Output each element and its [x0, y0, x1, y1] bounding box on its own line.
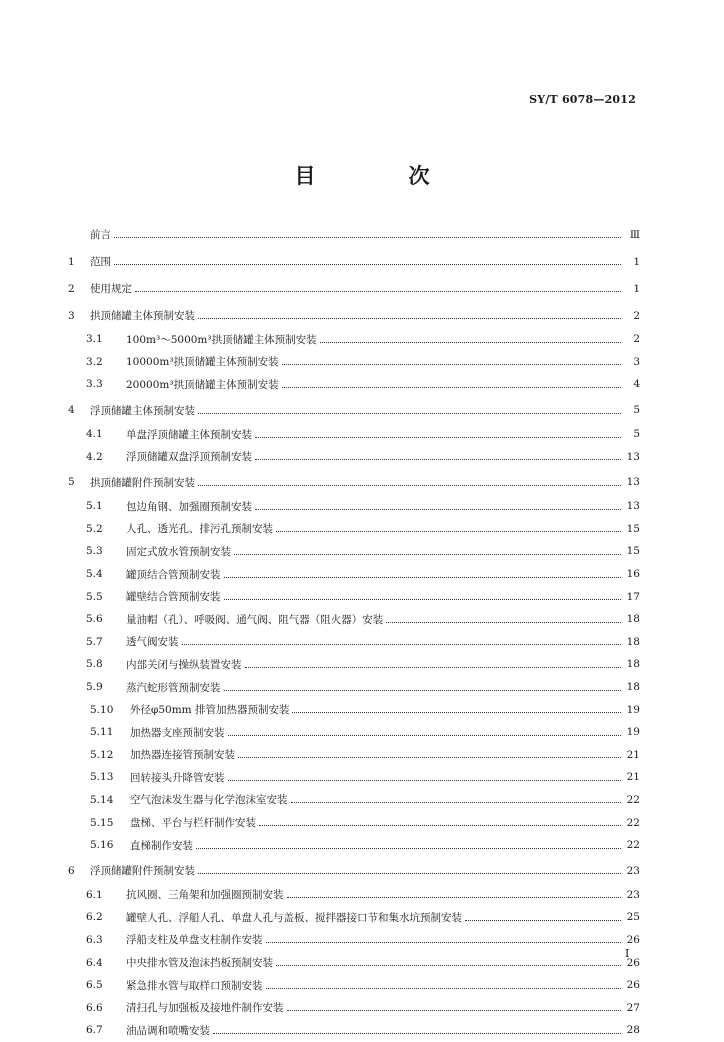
dot-leader [198, 401, 621, 414]
toc-entry[interactable] [68, 373, 640, 396]
toc-entry-page: 26 [626, 956, 640, 969]
dot-leader [135, 279, 621, 292]
dot-leader [198, 473, 621, 486]
toc-entry[interactable] [68, 698, 640, 721]
toc-entry-page: 13 [626, 450, 640, 463]
toc-entry-title: 盘梯、平台与栏杆制作安装 [130, 817, 256, 830]
page-number: I [625, 947, 630, 960]
toc-entry-page: 15 [626, 522, 640, 535]
toc-entry-page: 17 [626, 590, 640, 603]
toc-entry-page: 18 [626, 681, 640, 694]
toc-entry-title: 加热器支座预制安装 [130, 726, 225, 739]
toc-entry-title: 罐顶结合管预制安装 [126, 568, 221, 581]
toc-entry[interactable] [68, 653, 640, 676]
toc-entry-title: 固定式放水管预制安装 [126, 545, 231, 558]
toc-entry-number: 5.1 [86, 500, 103, 513]
dot-leader [228, 768, 622, 781]
toc-entry[interactable] [68, 608, 640, 631]
toc-entry-title: 20000m³拱顶储罐主体预制安装 [126, 378, 279, 391]
toc-entry-page: 22 [626, 793, 640, 806]
toc-entry-number: 4.2 [86, 450, 103, 463]
toc-entry-page: 4 [633, 378, 640, 391]
dot-leader [245, 655, 622, 668]
standard-code: SY/T 6078—2012 [529, 93, 636, 106]
toc-entry-page: Ⅲ [629, 228, 640, 241]
toc-entry-title: 罐壁人孔、浮船人孔、单盘人孔与盖板、搅拌器接口节和集水坑预制安装 [126, 911, 462, 924]
dot-leader [238, 745, 621, 758]
dot-leader [386, 610, 621, 623]
dot-leader [282, 352, 621, 365]
toc-entry[interactable] [68, 518, 640, 541]
toc-entry[interactable] [68, 1019, 640, 1042]
toc-entry-number: 5 [68, 476, 75, 489]
toc-entry-title: 浮顶储罐双盘浮顶预制安装 [126, 451, 252, 464]
toc-entry-page: 21 [626, 771, 640, 784]
toc-entry-number: 4.1 [86, 428, 103, 441]
toc-entry-title: 蒸汽蛇形管预制安装 [126, 681, 221, 694]
dot-leader [255, 425, 621, 438]
toc-entry-number: 3.2 [86, 355, 103, 368]
toc-entry-page: 28 [626, 1024, 640, 1037]
toc-entry-page: 13 [626, 500, 640, 513]
toc-entry-number: 5.2 [86, 522, 103, 535]
toc-entry-number: 6.3 [86, 933, 103, 946]
toc-entry-title: 10000m³拱顶储罐主体预制安装 [126, 356, 279, 369]
toc-entry[interactable] [68, 445, 640, 468]
toc-entry-number: 5.6 [86, 613, 103, 626]
dot-leader [320, 330, 621, 343]
toc-entry[interactable] [68, 303, 640, 328]
toc-entry-number: 5.8 [86, 658, 103, 671]
toc-entry[interactable] [68, 834, 640, 857]
toc-entry-number: 6 [68, 864, 75, 877]
toc-entry[interactable] [68, 744, 640, 767]
toc-entry-number: 5.13 [90, 771, 114, 784]
toc-entry-page: 19 [626, 726, 640, 739]
toc-entry-page: 18 [626, 635, 640, 648]
toc-entry-title: 包边角钢、加强圈预制安装 [126, 500, 252, 513]
toc-entry-title: 拱顶储罐附件预制安装 [90, 476, 195, 489]
dot-leader [259, 813, 621, 826]
toc-entry[interactable] [68, 883, 640, 906]
toc-entry-title: 浮顶储罐附件预制安装 [90, 865, 195, 878]
dot-leader [282, 375, 621, 388]
page-title: 目 次 [294, 163, 466, 188]
toc-entry-page: 21 [626, 748, 640, 761]
toc-entry[interactable] [68, 951, 640, 974]
toc-entry-number: 5.7 [86, 635, 103, 648]
toc-entry-title: 加热器连接管预制安装 [130, 749, 235, 762]
toc-entry-number: 3 [68, 309, 75, 322]
toc-entry-title: 罐壁结合管预制安装 [126, 591, 221, 604]
toc-entry-page: 5 [633, 428, 640, 441]
toc-entry-title: 紧急排水管与取样口预制安装 [126, 979, 263, 992]
toc-entry-number: 2 [68, 282, 75, 295]
toc-entry-page: 18 [626, 613, 640, 626]
toc-entry-number: 6.1 [86, 888, 103, 901]
dot-leader [287, 885, 622, 898]
toc-entry-number: 1 [68, 255, 75, 268]
toc-entry-page: 26 [626, 933, 640, 946]
toc-entry-number: 4 [68, 404, 75, 417]
toc-entry-title: 范围 [90, 256, 111, 268]
toc-entry[interactable] [68, 858, 640, 883]
toc-entry-page: 2 [633, 333, 640, 346]
toc-entry-title: 内部关闭与操纵装置安装 [126, 658, 242, 671]
toc-entry-title: 量油帽（孔）、呼吸阀、通气阀、阻气器（阻火器）安装 [126, 613, 384, 626]
toc-entry-page: 22 [626, 816, 640, 829]
toc-entry-number: 5.10 [90, 703, 114, 716]
toc-entry[interactable] [68, 249, 640, 274]
dot-leader [234, 542, 621, 555]
toc-entry-page: 5 [633, 404, 640, 417]
dot-leader [224, 587, 622, 600]
dot-leader [224, 565, 622, 578]
toc-entry-title: 外径φ50mm 排管加热器预制安装 [130, 704, 290, 717]
toc-entry-title: 中央排水管及泡沫挡板预制安装 [126, 957, 273, 970]
toc-entry-number: 5.9 [86, 681, 103, 694]
toc-entry-page: 18 [626, 658, 640, 671]
toc-entry-number: 6.5 [86, 979, 103, 992]
toc-entry-page: 22 [626, 839, 640, 852]
toc-entry[interactable] [68, 906, 640, 929]
toc-entry-title: 前言 [90, 229, 111, 241]
toc-entry[interactable] [68, 631, 640, 654]
toc-entry-number: 6.2 [86, 911, 103, 924]
toc-entry-title: 直梯制作安装 [130, 839, 193, 852]
toc-entry[interactable] [68, 398, 640, 423]
toc-entry[interactable] [68, 423, 640, 446]
toc-entry-number: 5.5 [86, 590, 103, 603]
dot-leader [266, 930, 622, 943]
toc-entry[interactable] [68, 974, 640, 997]
toc-entry-title: 使用规定 [90, 283, 132, 295]
dot-leader [213, 1021, 621, 1034]
toc-entry-page: 19 [626, 703, 640, 716]
dot-leader [182, 632, 622, 645]
toc-entry-title: 浮船支柱及单盘支柱制作安装 [126, 934, 263, 947]
toc-entry-number: 5.3 [86, 545, 103, 558]
toc-entry-number: 3.1 [86, 333, 103, 346]
dot-leader [291, 790, 622, 803]
toc-entry-number: 5.11 [90, 726, 114, 739]
toc-entry-page: 1 [633, 255, 640, 268]
toc-entry[interactable] [68, 929, 640, 952]
toc-entry[interactable] [68, 789, 640, 812]
toc-entry[interactable] [68, 811, 640, 834]
dot-leader [196, 836, 621, 849]
dot-leader [224, 678, 622, 691]
toc-entry-number: 5.4 [86, 568, 103, 581]
dot-leader [276, 953, 621, 966]
toc-entry-page: 25 [626, 911, 640, 924]
toc-entry-page: 23 [626, 888, 640, 901]
toc-entry-page: 2 [633, 309, 640, 322]
toc-entry-number: 6.4 [86, 956, 103, 969]
dot-leader [287, 998, 622, 1011]
toc-entry-number: 5.15 [90, 816, 114, 829]
toc-entry[interactable] [68, 766, 640, 789]
toc-entry-title: 100m³～5000m³拱顶储罐主体预制安装 [126, 333, 317, 346]
toc-entry-title: 回转接头升降管安装 [130, 771, 225, 784]
toc-entry[interactable] [68, 351, 640, 374]
toc-entry-page: 16 [626, 568, 640, 581]
toc-entry[interactable] [68, 276, 640, 301]
toc-entry-title: 拱顶储罐主体预制安装 [90, 310, 195, 322]
toc-entry[interactable] [68, 222, 640, 247]
dot-leader [198, 861, 621, 874]
toc-entry-page: 23 [626, 864, 640, 877]
toc-entry[interactable] [68, 328, 640, 351]
toc-entry-title: 油品调和喷嘴安装 [126, 1024, 210, 1037]
toc-entry-title: 空气泡沫发生器与化学泡沫室安装 [130, 794, 288, 807]
toc-entry-number: 6.7 [86, 1024, 103, 1037]
toc-entry-title: 浮顶储罐主体预制安装 [90, 404, 195, 417]
toc-entry[interactable] [68, 676, 640, 699]
toc-entry-page: 15 [626, 545, 640, 558]
toc-entry[interactable] [68, 470, 640, 495]
dot-leader [114, 225, 621, 238]
toc-entry-title: 清扫孔与加强板及接地件制作安装 [126, 1002, 284, 1015]
dot-leader [198, 306, 621, 319]
dot-leader [465, 908, 621, 921]
toc-entry-number: 3.3 [86, 378, 103, 391]
toc-entry[interactable] [68, 585, 640, 608]
dot-leader [276, 519, 621, 532]
toc-entry-page: 26 [626, 979, 640, 992]
toc-entry-number: 5.12 [90, 748, 114, 761]
toc-entry[interactable] [68, 495, 640, 518]
toc-entry-title: 透气阀安装 [126, 636, 179, 649]
toc-entry-page: 13 [626, 476, 640, 489]
dot-leader [266, 976, 622, 989]
toc-entry-title: 抗风圈、三角架和加强圈预制安装 [126, 889, 284, 902]
toc-entry-number: 5.16 [90, 839, 114, 852]
toc-entry-page: 27 [626, 1001, 640, 1014]
toc-entry-page: 1 [633, 282, 640, 295]
toc-entry[interactable] [68, 721, 640, 744]
dot-leader [114, 252, 621, 265]
toc-entry[interactable] [68, 540, 640, 563]
dot-leader [255, 497, 621, 510]
dot-leader [228, 723, 622, 736]
toc-entry-number: 5.14 [90, 793, 114, 806]
toc-entry[interactable] [68, 996, 640, 1019]
toc-entry-title: 人孔、透光孔、排污孔预制安装 [126, 523, 273, 536]
table-of-contents [68, 222, 640, 1042]
toc-entry-number: 6.6 [86, 1001, 103, 1014]
toc-entry-page: 3 [633, 355, 640, 368]
toc-entry-title: 单盘浮顶储罐主体预制安装 [126, 428, 252, 441]
dot-leader [255, 447, 621, 460]
dot-leader [292, 700, 621, 713]
toc-entry[interactable] [68, 563, 640, 586]
